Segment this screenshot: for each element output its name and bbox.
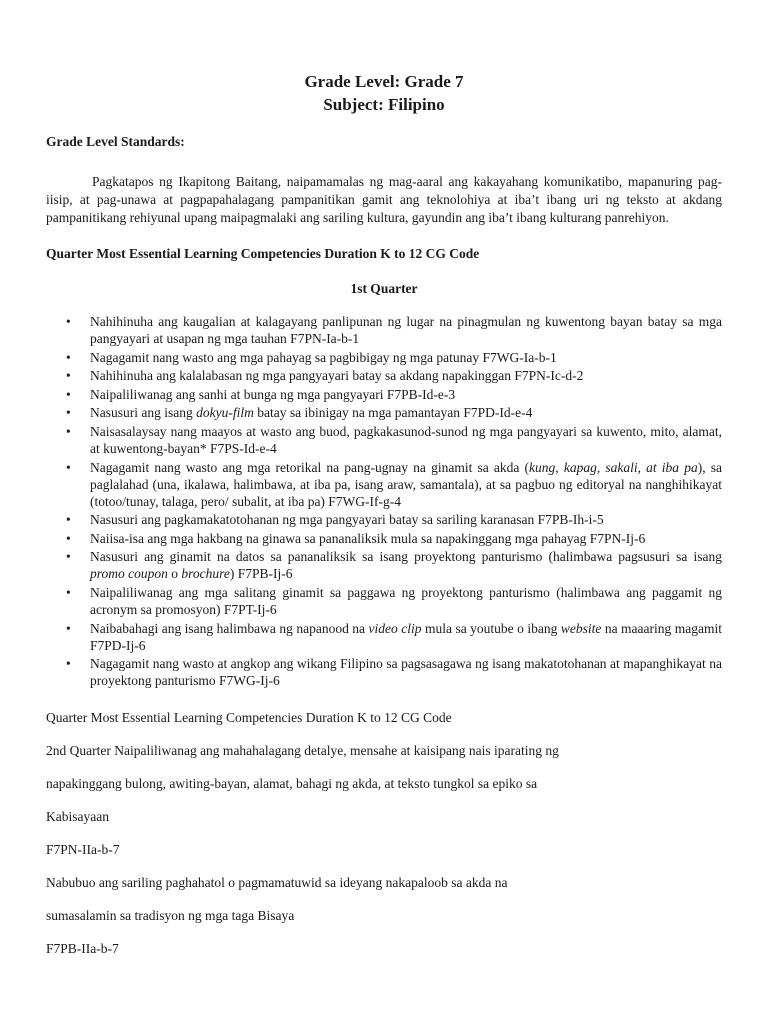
competency-text: Nahihinuha ang kaugalian at kalagayang panlipunan ng lugar na pinagmulan ng kuwentong bayan batay sa mga pangyayari at usapan ng mga tauhan F7PN-Ia-b-1 <box>90 314 722 346</box>
competency-item <box>66 386 722 403</box>
competency-text: Nasusuri ang pagkamakatotohanan ng mga pangyayari batay sa sariling karanasan F7PB-Ih-i-5 <box>90 512 604 528</box>
competency-text-italic: video clip <box>368 620 422 636</box>
competency-item <box>66 423 722 457</box>
standards-paragraph: Pagkatapos ng Ikapitong Baitang, naipamamalas ng mag-aaral ang kakayahang komunikatibo, mapanuring pag-iisip, at pag-unawa at pagpapahalagang pampanitikan gamit ang teknolohiya at iba’t ibang uri ng teksto at akdang pampanitikang rehiyunal upang maipagmalaki ang sariling kultura, gayundin ang iba’t ibang kulturang panrehiyon. <box>46 174 722 225</box>
competency-item <box>66 530 722 547</box>
body-text-line: napakinggang bulong, awiting-bayan, alamat, bahagi ng akda, at teksto tungkol sa epiko sa <box>46 776 538 792</box>
bullet-icon: • <box>66 459 71 475</box>
competency-text: Naiisa-isa ang mga hakbang na ginawa sa pananaliksik mula sa napakinggang mga pahayag F7PN-Ij-6 <box>90 530 646 546</box>
bullet-icon: • <box>66 423 71 439</box>
competency-text: mula sa youtube o ibang <box>421 620 561 636</box>
quarter-2-text-block <box>46 709 722 958</box>
competency-text: Nasusuri ang isang <box>90 405 197 421</box>
body-text-line: F7PB-IIa-b-7 <box>46 941 119 957</box>
bullet-icon: • <box>66 656 71 672</box>
competency-text: ), sa paglalahad (una, ikalawa, halimbawa, at iba pa, isang araw, samantala), at sa pagbuo ng editoryal na nanghihikayat (totoo/tunay, talaga, pero/ subalit, at iba pa) F7WG-If-g-4 <box>90 459 722 509</box>
competency-text: o <box>167 566 182 582</box>
bullet-icon: • <box>66 386 71 402</box>
page-title-subject: Subject: Filipino <box>323 95 445 114</box>
quarter-1-competency-list <box>46 313 722 689</box>
competency-text: batay sa ibinigay na mga pamantayan F7PD-Id-e-4 <box>253 405 533 421</box>
competency-text-italic: website <box>560 620 602 636</box>
competency-text: Nasusuri ang ginamit na datos sa pananaliksik sa isang proyektong panturismo (halimbawa pagsusuri sa isang <box>90 549 722 565</box>
competency-item <box>66 349 722 366</box>
competency-text: Nagagamit nang wasto ang mga pahayag sa pagbibigay ng mga patunay F7WG-Ia-b-1 <box>90 349 557 365</box>
page-title-grade-level: Grade Level: Grade 7 <box>304 72 464 91</box>
competency-text: Nagagamit nang wasto ang mga retorikal na pang-ugnay na ginamit sa akda ( <box>90 459 530 475</box>
body-text-line: sumasalamin sa tradisyon ng mga taga Bisaya <box>46 908 295 924</box>
body-text-line: 2nd Quarter Naipaliliwanag ang mahahalagang detalye, mensahe at kaisipang nais iparating ng <box>46 743 559 759</box>
competency-item <box>66 620 723 654</box>
bullet-icon: • <box>66 549 71 565</box>
competency-text: Naibabahagi ang isang halimbawa ng napanood na <box>90 620 369 636</box>
bullet-icon: • <box>66 405 71 421</box>
bullet-icon: • <box>66 530 71 546</box>
body-text-line: Kabisayaan <box>46 809 109 825</box>
competency-item <box>66 655 722 689</box>
competency-item <box>66 313 722 347</box>
competency-text-italic: brochure <box>181 566 230 582</box>
competency-table-header: Quarter Most Essential Learning Competencies Duration K to 12 CG Code <box>46 246 480 261</box>
body-text-line: Quarter Most Essential Learning Competencies Duration K to 12 CG Code <box>46 710 452 726</box>
competency-text: Nahihinuha ang kalalabasan ng mga pangyayari batay sa akdang napakinggan F7PN-Ic-d-2 <box>90 368 584 384</box>
competency-text-italic: kung, kapag, sakali, at iba pa <box>529 459 698 475</box>
competency-text-italic: dokyu-film <box>196 405 254 421</box>
competency-item <box>66 511 722 528</box>
bullet-icon: • <box>66 620 71 636</box>
competency-item <box>66 584 722 618</box>
competency-text: Naipaliliwanag ang mga salitang ginamit sa paggawa ng proyektong panturismo (halimbawa ang paggamit ng acronym sa promosyon) F7PT-Ij-6 <box>90 584 722 617</box>
competency-item <box>66 459 722 510</box>
standards-heading: Grade Level Standards: <box>46 134 185 149</box>
competency-text: Nagagamit nang wasto at angkop ang wikang Filipino sa pagsasagawa ng isang makatotohanan at mapanghikayat na proyektong panturismo F7WG-Ij-6 <box>90 656 722 689</box>
competency-text: na maaaring magamit F7PD-Ij-6 <box>90 620 723 653</box>
competency-item <box>66 548 722 582</box>
bullet-icon: • <box>66 584 71 600</box>
bullet-icon: • <box>66 349 71 365</box>
bullet-icon: • <box>66 314 71 329</box>
quarter-1-title: 1st Quarter <box>350 281 418 296</box>
competency-item <box>66 367 722 384</box>
competency-text: ) F7PB-Ij-6 <box>229 566 293 582</box>
bullet-icon: • <box>66 368 71 384</box>
competency-text-italic: promo coupon <box>90 566 168 582</box>
bullet-icon: • <box>66 512 71 528</box>
competency-text: Naisasalaysay nang maayos at wasto ang buod, pagkakasunod-sunod ng mga pangyayari sa kuwento, mito, alamat, at kuwentong-bayan* F7PS-Id-e-4 <box>90 423 722 456</box>
competency-text: Naipaliliwanag ang sanhi at bunga ng mga pangyayari F7PB-Id-e-3 <box>90 386 456 402</box>
body-text-line: F7PN-IIa-b-7 <box>46 842 120 858</box>
body-text-line: Nabubuo ang sariling paghahatol o pagmamatuwid sa ideyang nakapaloob sa akda na <box>46 875 508 891</box>
competency-item <box>66 404 722 421</box>
